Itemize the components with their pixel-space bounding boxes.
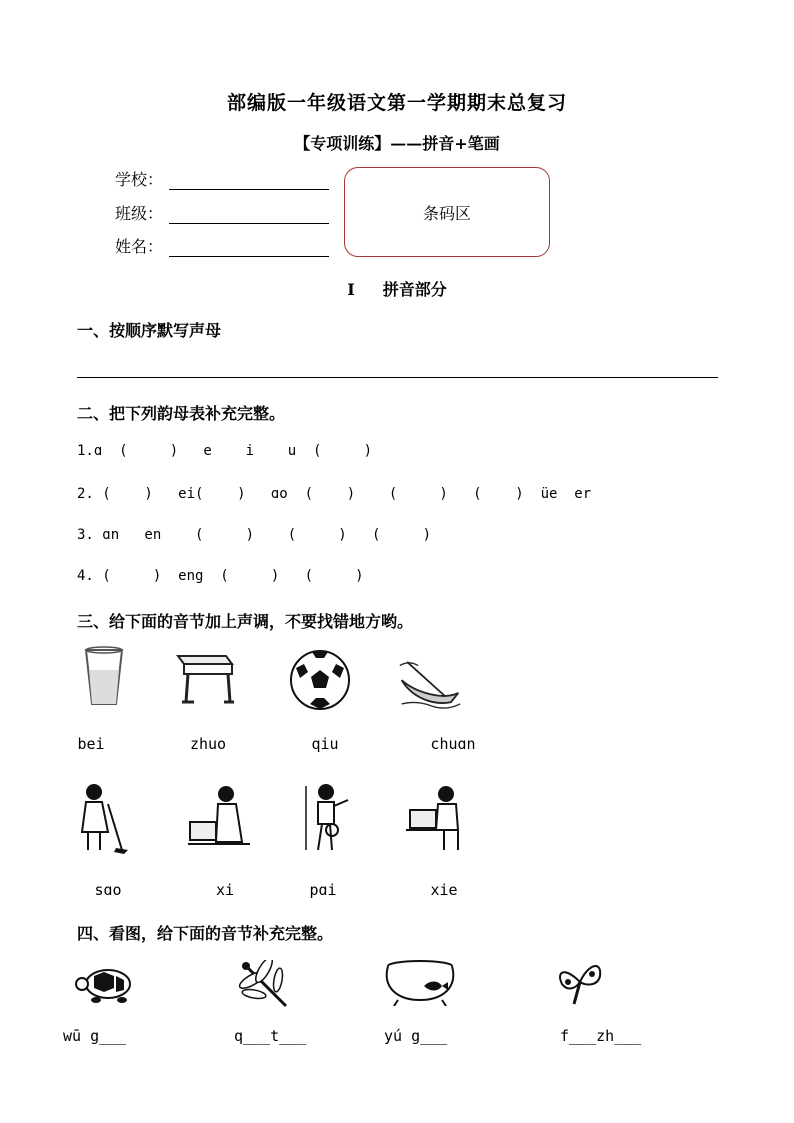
pinyin-chuan: chuɑn (430, 735, 476, 753)
desk-icon (172, 646, 236, 710)
pinyin-zhuo: zhuo (189, 735, 227, 753)
question-2-title: 二、把下列韵母表补充完整。 (77, 404, 286, 423)
pinyin-xi: xi (215, 881, 235, 899)
question-1-title: 一、按顺序默写声母 (77, 321, 222, 340)
question-3-title: 三、给下面的音节加上声调，不要找错地方哟。 (77, 612, 414, 631)
girl-sweeping-icon (70, 780, 128, 854)
barcode-area (344, 167, 550, 257)
name-blank[interactable] (169, 238, 329, 257)
section-heading (0, 277, 794, 300)
barcode-label: 条码区 (422, 203, 471, 223)
section-number: I (347, 280, 355, 299)
fish-tank-icon (378, 958, 462, 1006)
page-title: 部编版一年级语文第一学期期末总复习 (226, 92, 567, 114)
syllable-butterfly: f___zh___ (560, 1027, 642, 1045)
pinyin-sao: sɑo (94, 881, 122, 899)
class-blank[interactable] (169, 205, 329, 224)
vowel-row-4: 4. ( ) eng ( ) ( ) (77, 568, 364, 584)
pinyin-pai: pɑi (309, 881, 337, 899)
turtle-icon (74, 962, 140, 1004)
vowel-row-2: 2. ( ) ei( ) ɑo ( ) ( ) ( ) üe er (77, 486, 592, 502)
boat-icon (398, 650, 462, 714)
class-field (115, 201, 329, 224)
class-label: 班级： (115, 204, 164, 223)
name-label: 姓名： (115, 237, 164, 256)
vowel-row-1: 1.ɑ ( ) e i u ( ) (77, 443, 373, 459)
section-title: 拼音部分 (382, 280, 447, 299)
syllable-fish-tank: yú g___ (384, 1027, 448, 1045)
school-label: 学校： (115, 170, 164, 189)
syllable-dragonfly: q___t___ (234, 1027, 307, 1045)
pinyin-qiu: qiu (311, 735, 339, 753)
glass-icon (72, 644, 136, 708)
pinyin-xie: xie (430, 881, 458, 899)
school-blank[interactable] (169, 171, 329, 190)
boy-writing-icon (404, 780, 468, 852)
soccer-ball-icon (288, 648, 352, 712)
vowel-row-3: 3. ɑn en ( ) ( ) ( ) (77, 527, 432, 543)
question-4-title: 四、看图，给下面的音节补充完整。 (77, 924, 334, 943)
syllable-tortoise: wū g___ (63, 1027, 127, 1045)
name-field (115, 234, 329, 257)
boy-bouncing-ball-icon (302, 780, 358, 854)
pinyin-bei: bei (77, 735, 105, 753)
butterfly-icon (554, 956, 606, 1008)
answer-line[interactable] (77, 377, 718, 378)
school-field (115, 167, 329, 190)
page-subtitle: 【专项训练】——拼音+笔画 (294, 134, 500, 153)
dragonfly-icon (234, 960, 294, 1010)
girl-washing-icon (186, 782, 252, 848)
